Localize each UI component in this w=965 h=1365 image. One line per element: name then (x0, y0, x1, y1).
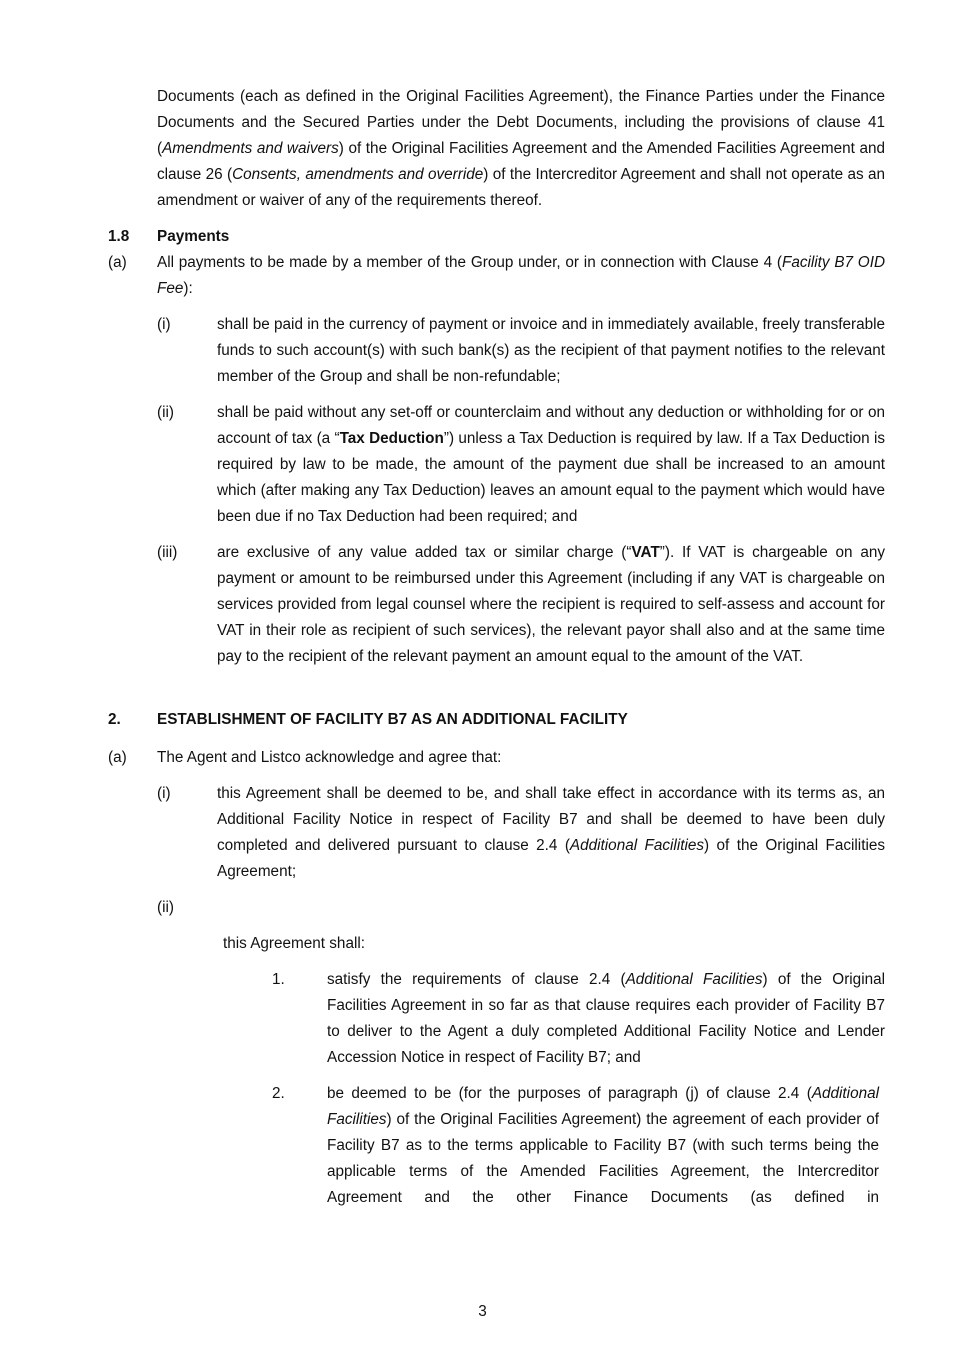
s2-i-italic: Additional Facilities (569, 837, 705, 854)
s2-n2-text-2: ) of the Original Facilities Agreement) the agreement of each provider of Facility B7 as to the terms applicable to Facility B7 (with such terms being the applicable terms of the Amended Facilities Agreement, the Intercreditor Agreement and the other Finance Documents (as defined in (327, 1111, 879, 1206)
section-2-ii-2-number: 2. (272, 1085, 285, 1102)
intro-text-1: Documents (each as defined in the Original Facilities Agreement), the Finance Parties under the Finance Documents and the Secured Parties under the Debt Documents, including the provisions of clause 41 ( (157, 88, 885, 157)
s18-ii-bold-term: Tax Deduction (339, 430, 444, 447)
section-2-number: 2. (108, 711, 121, 728)
s18-ii-text-1: shall be paid without any set-off or counterclaim and without any deduction or withholding for or on account of tax (a “ (217, 404, 885, 447)
section-1-8-iii-number: (iii) (157, 544, 178, 561)
section-1-8-i-text: shall be paid in the currency of payment or invoice and in immediately available, freely transferable funds to such account(s) with such bank(s) as the recipient of that payment notifies to the relevant member of the Group and shall be non-refundable; (217, 316, 885, 385)
intro-italic-2: Consents, amendments and override (232, 166, 484, 183)
section-2-a-number: (a) (108, 749, 127, 766)
s18-iii-text-2: ”). If VAT is chargeable on any payment or amount to be reimbursed under this Agreement (including if any VAT is chargeable on services provided from legal counsel where the recipient is required to self-assess and account for VAT in their role as recipient of such services), the relevant payor shall also and at the same time pay to the recipient of the relevant payment an amount equal to the amount of the VAT. (217, 544, 886, 665)
s2-i-text-2: ) of the Original Facilities Agreement; (217, 837, 886, 880)
intro-italic-1: Amendments and waivers (162, 140, 339, 157)
section-2-a-text: The Agent and Listco acknowledge and agree that: (157, 749, 502, 766)
s18-iii-bold-term: VAT (631, 544, 660, 561)
section-2-ii-2-text (327, 1081, 879, 1211)
s2-n2-text-1: be deemed to be (for the purposes of paragraph (j) of clause 2.4 ( (327, 1085, 812, 1102)
s18-iii-text-1: are exclusive of any value added tax or similar charge (“ (217, 544, 632, 561)
section-2-i-text (217, 781, 885, 885)
page-number: 3 (478, 1303, 487, 1320)
intro-text-3: ) of the Intercreditor Agreement and shall not operate as an amendment or waiver of any of the requirements thereof. (157, 166, 886, 209)
intro-text-2: ) of the Original Facilities Agreement and the Amended Facilities Agreement and clause 26 ( (157, 140, 885, 183)
section-2-ii-1-text (327, 967, 885, 1071)
section-1-8-title: Payments (157, 228, 230, 245)
s18-a-text-2: ): (183, 280, 193, 297)
s2-n2-italic: Additional Facilities (327, 1085, 879, 1128)
section-1-8-ii-text (217, 400, 885, 530)
section-2-title: ESTABLISHMENT OF FACILITY B7 AS AN ADDITIONAL FACILITY (157, 711, 628, 728)
section-1-8-a-text (157, 250, 885, 302)
s2-i-text-1: this Agreement shall be deemed to be, and shall take effect in accordance with its terms as, an Additional Facility Notice in respect of Facility B7 and shall be deemed to have been duly completed and delivered pursuant to clause 2.4 ( (217, 785, 885, 854)
section-2-ii-1-number: 1. (272, 971, 285, 988)
s2-n1-text-1: satisfy the requirements of clause 2.4 ( (327, 971, 626, 988)
s18-a-text-1: All payments to be made by a member of the Group under, or in connection with Clause 4 ( (157, 254, 782, 271)
s2-n1-italic: Additional Facilities (625, 971, 763, 988)
section-1-8-i-number: (i) (157, 316, 171, 333)
section-1-8-iii-text (217, 540, 885, 670)
section-1-8-ii-number: (ii) (157, 404, 174, 421)
section-2-i-number: (i) (157, 785, 171, 802)
section-2-ii-number: (ii) (157, 899, 174, 916)
s18-a-italic: Facility B7 OID Fee (157, 254, 886, 297)
section-1-8-number: 1.8 (108, 228, 130, 245)
s18-ii-text-2: ”) unless a Tax Deduction is required by law. If a Tax Deduction is required by law to be made, the amount of the payment due shall be increased to an amount which (after making any Tax Deduction) leaves an amount equal to the payment which would have been due if no Tax Deduction had been required; and (217, 430, 886, 525)
section-2-ii-text: this Agreement shall: (223, 935, 365, 952)
intro-paragraph (157, 84, 885, 214)
section-1-8-a-number: (a) (108, 254, 127, 271)
s2-n1-text-2: ) of the Original Facilities Agreement in so far as that clause requires each provider of Facility B7 to deliver to the Agent a duly completed Additional Facility Notice and Lender Accession Notice in respect of Facility B7; and (327, 971, 886, 1066)
